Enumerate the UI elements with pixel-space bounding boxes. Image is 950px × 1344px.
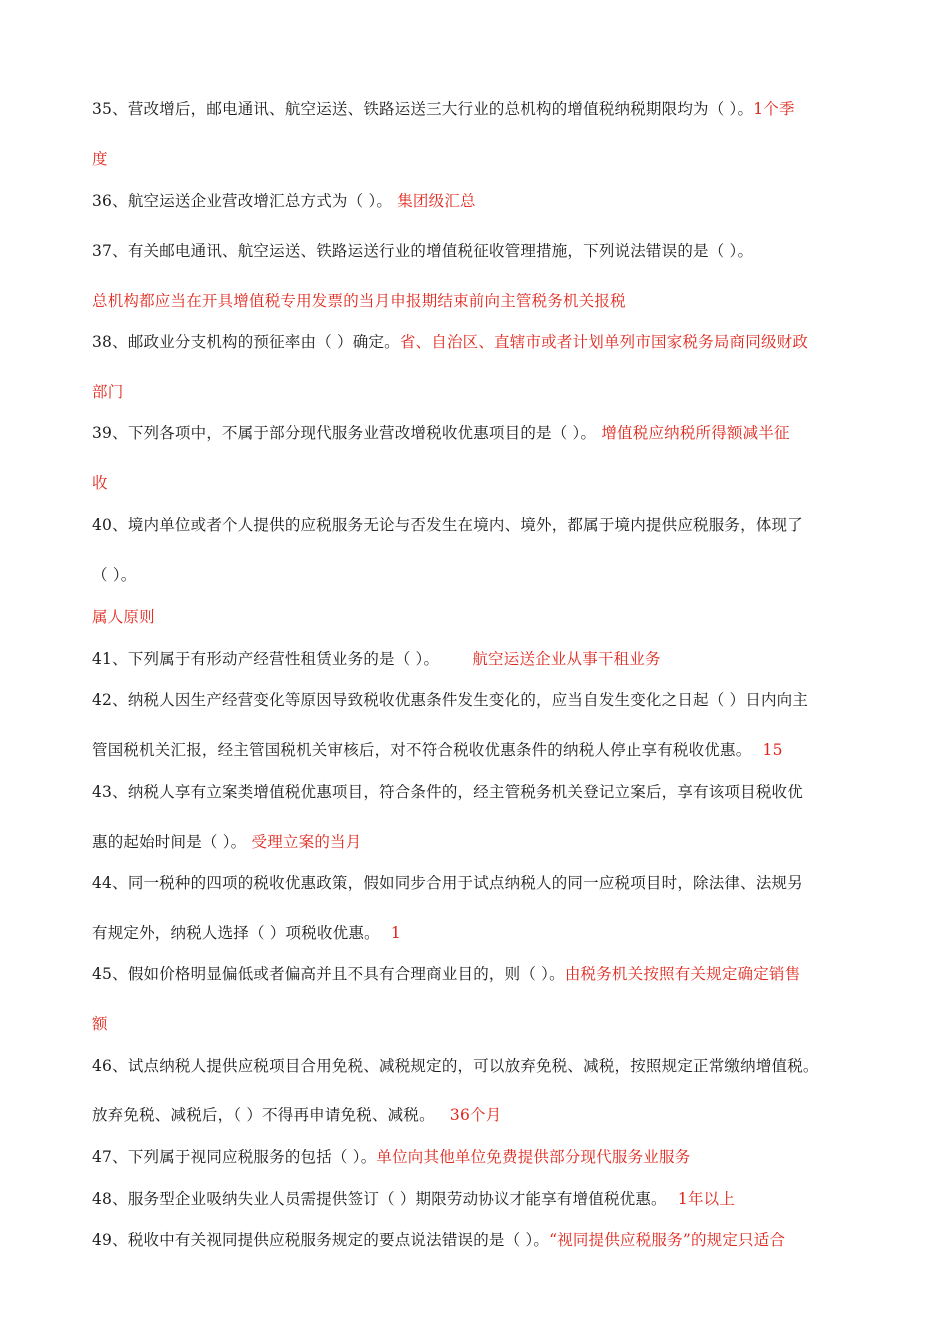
question-35-continuation <box>92 149 872 169</box>
question-43-continuation <box>92 832 872 852</box>
question-text: 44、同一税种的四项的税收优惠政策，假如同步合用于试点纳税人的同一应税项目时，除法律、法规另 <box>92 874 803 892</box>
answer-text: 部门 <box>92 383 124 401</box>
question-41 <box>92 649 872 669</box>
question-45 <box>92 964 872 984</box>
question-text: 有规定外，纳税人选择（ ）项税收优惠。 <box>92 924 385 942</box>
question-44-continuation <box>92 923 872 943</box>
question-text: 36、航空运送企业营改增汇总方式为（ ）。 <box>92 192 398 210</box>
answer-text: 属人原则 <box>92 608 155 626</box>
question-text: 40、境内单位或者个人提供的应税服务无论与否发生在境内、境外，都属于境内提供应税服务，体现了 <box>92 516 803 534</box>
answer-text: 1年以上 <box>677 1190 736 1208</box>
question-text: 管国税机关汇报，经主管国税机关审核后，对不符合税收优惠条件的纳税人停止享有税收优惠。 <box>92 741 757 759</box>
question-38-continuation <box>92 382 872 402</box>
question-37 <box>92 241 872 261</box>
answer-text: 由税务机关按照有关规定确定销售 <box>564 965 801 983</box>
question-44 <box>92 873 872 893</box>
question-48 <box>92 1189 872 1209</box>
question-39 <box>92 423 872 443</box>
question-47 <box>92 1147 872 1167</box>
question-42 <box>92 690 872 710</box>
answer-text: 集团级汇总 <box>397 192 476 210</box>
question-35 <box>92 99 872 119</box>
answer-text: 航空运送企业从事干租业务 <box>472 650 661 668</box>
question-text: 45、假如价格明显偏低或者偏高并且不具有合理商业目的，则（ ）。 <box>92 965 565 983</box>
question-46 <box>92 1056 872 1076</box>
question-49 <box>92 1230 872 1250</box>
answer-text: 收 <box>92 474 108 492</box>
question-text: 37、有关邮电通讯、航空运送、铁路运送行业的增值税征收管理措施，下列说法错误的是（ ）。 <box>92 242 754 260</box>
question-text: 42、纳税人因生产经营变化等原因导致税收优惠条件发生变化的，应当自发生变化之日起（ ）日内向主 <box>92 691 809 709</box>
answer-text: 增值税应纳税所得额减半征 <box>601 424 790 442</box>
answer-text: 15 <box>762 741 783 759</box>
question-40-continuation <box>92 565 872 585</box>
question-45-continuation <box>92 1014 872 1034</box>
question-40 <box>92 515 872 535</box>
question-text: 39、下列各项中，不属于部分现代服务业营改增税收优惠项目的是（ ）。 <box>92 424 602 442</box>
question-text: 49、税收中有关视同提供应税服务规定的要点说法错误的是（ ）。 <box>92 1231 550 1249</box>
question-37-answer <box>92 291 872 311</box>
question-40-answer <box>92 607 872 627</box>
answer-text: 1个季 <box>753 100 795 118</box>
answer-text: 额 <box>92 1015 108 1033</box>
question-46-continuation <box>92 1105 872 1125</box>
answer-text: 省、自治区、直辖市或者计划单列市国家税务局商同级财政 <box>399 333 809 351</box>
question-38 <box>92 332 872 352</box>
question-36 <box>92 191 872 211</box>
question-text: 46、试点纳税人提供应税项目合用免税、减税规定的，可以放弃免税、减税，按照规定正常缴纳增值税。 <box>92 1057 819 1075</box>
answer-text: “视同提供应税服务”的规定只适合 <box>549 1231 786 1249</box>
answer-text: 单位向其他单位免费提供部分现代服务业服务 <box>376 1148 691 1166</box>
answer-text: 受理立案的当月 <box>251 833 362 851</box>
question-text: 41、下列属于有形动产经营性租赁业务的是（ ）。 <box>92 650 445 668</box>
question-text: 惠的起始时间是（ ）。 <box>92 833 252 851</box>
answer-text: 1 <box>390 924 401 942</box>
question-text: （ ）。 <box>92 566 137 584</box>
question-text: 43、纳税人享有立案类增值税优惠项目，符合条件的，经主管税务机关登记立案后，享有该项目税收优 <box>92 783 803 801</box>
question-42-continuation <box>92 740 872 760</box>
question-43 <box>92 782 872 802</box>
answer-text: 总机构都应当在开具增值税专用发票的当月申报期结束前向主管税务机关报税 <box>92 292 626 310</box>
question-text: 47、下列属于视同应税服务的包括（ ）。 <box>92 1148 377 1166</box>
question-text: 48、服务型企业吸纳失业人员需提供签订（ ）期限劳动协议才能享有增值税优惠。 <box>92 1190 672 1208</box>
question-39-continuation <box>92 473 872 493</box>
question-text: 放弃免税、减税后，（ ）不得再申请免税、减税。 <box>92 1106 440 1124</box>
question-text: 38、邮政业分支机构的预征率由（ ）确定。 <box>92 333 400 351</box>
answer-text: 36个月 <box>449 1106 502 1124</box>
question-text: 35、营改增后，邮电通讯、航空运送、铁路运送三大行业的总机构的增值税纳税期限均为（ ）。 <box>92 100 754 118</box>
answer-text: 度 <box>92 150 108 168</box>
